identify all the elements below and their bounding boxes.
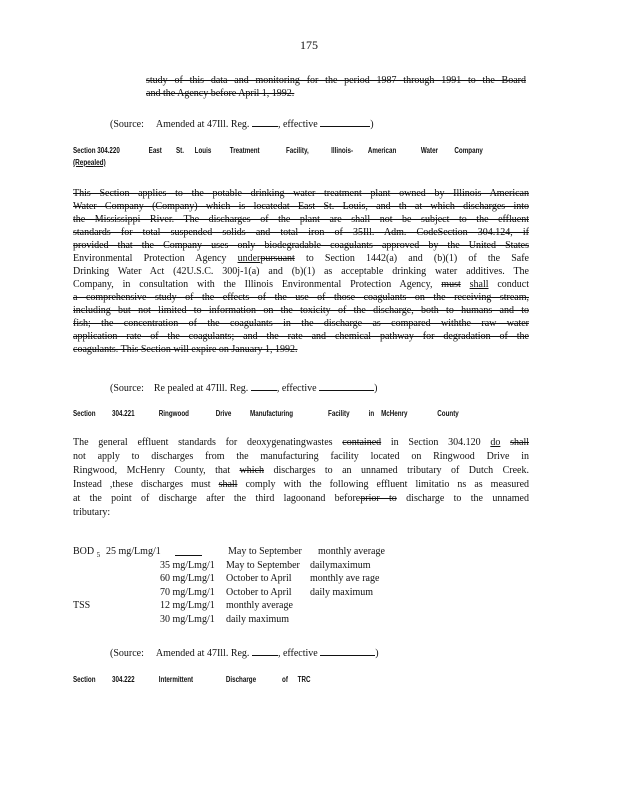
section-title-word: St. [175,146,184,155]
section-heading [73,146,494,155]
paragraph-line [73,304,529,317]
top-paragraph-line: and the Agency before April 1, 1992. [146,88,295,99]
effective-date-blank [319,381,374,391]
text-run [461,279,470,290]
deleted-text: coagulants. This Section will expire on January 1, 1992. [73,344,298,355]
limit-value: 35 mg/Lmg/1 [160,560,215,571]
section-title-word: Water [420,146,438,155]
deleted-text: prior to [360,493,397,504]
deleted-text: the Mississippi River. The discharges of the plant are shall not be subject to the effluent [73,214,529,225]
paragraph-line [73,239,529,252]
text-run: Instead ,these discharges must [73,479,219,490]
section-title-word: Drive [215,409,232,418]
text-run: conduct [488,279,530,290]
source-note: (Source: Amended at 47Ill. Reg. , effective ) [110,119,374,130]
section-title-word: American [367,146,397,155]
limit-value: 12 mg/Lmg/1 [160,600,215,611]
section-220-body [73,187,529,356]
section-title-word: in [368,409,375,418]
page-number: 175 [300,38,318,52]
paragraph-line [73,436,529,450]
paragraph-line [73,278,529,291]
paragraph-line [73,200,529,213]
deleted-text: which [239,465,264,476]
register-blank [252,646,278,656]
source-note: (Source: Amended at 47Ill. Reg. , effective ) [110,648,379,659]
limit-value: 25 mg/Lmg/1 [106,546,161,557]
parameter-subscript: 5 [96,551,101,559]
section-heading [73,409,459,418]
limit-value: 30 mg/Lmg/1 [160,614,215,625]
limit-kind: daily maximum [310,587,374,598]
limit-season: October to April [226,587,292,598]
effective-date-blank [320,117,370,127]
text-run: discharges to an unnamed tributary of Dutch Creek. [264,465,529,476]
source-effective: , effective [276,383,317,394]
limit-kind: monthly average [226,600,293,611]
deleted-text: shall [218,479,238,490]
text-run: The general effluent standards for deoxygenatingwastes [73,437,343,448]
source-label: (Source: [110,648,144,659]
limit-kind: daily maximum [226,614,290,625]
source-note: (Source: Re pealed at 47Ill. Reg. , effective ) [110,383,378,394]
text-run: Ringwood, McHenry County, that [73,465,240,476]
paragraph-line [73,252,529,265]
text-run: at the point of discharge after the third lagoonand before [73,493,361,504]
source-text: Re pealed at 47Ill. Reg. [153,383,249,394]
deleted-text: including but not limited to information on the toxicity of the discharge, both to humans and to [73,305,529,316]
limit-kind: monthly ave rage [310,573,380,584]
top-paragraph [146,74,526,100]
text-run [500,437,510,448]
paragraph-line [73,317,529,330]
section-title-word: McHenry [381,409,408,418]
source-text: Amended at 47Ill. Reg. [155,119,250,130]
text-run: in Section 304.120 [381,437,491,448]
paragraph-line [73,492,529,506]
section-title-word: Facility, [285,146,309,155]
section-title-word: TRC [297,675,311,684]
inserted-text: under [237,253,261,264]
paragraph-line [73,478,529,492]
section-number: Section 304.220 [73,146,120,155]
paragraph-line [73,226,529,239]
text-run: comply with the following effluent limitatio ns as measured [237,479,530,490]
section-title-word: County [437,409,459,418]
register-blank [251,381,277,391]
inserted-text: do [490,437,501,448]
text-run: discharge to the unnamed [396,493,529,504]
section-number: 304.221 [112,409,135,418]
paragraph-line [73,265,529,278]
deleted-text: fish; the concentration of the coagulants in the discharge as compared withthe raw water [73,318,529,329]
paragraph-line [73,450,529,464]
deleted-text: This Section applies to the potable drinking water treatment plant owned by Illinois American [73,188,529,199]
source-effective: , effective [277,119,318,130]
deleted-text: application rate of the coagulants; and the rate and chemical pathway for degradation of the [73,331,529,342]
register-blank [252,117,278,127]
deleted-text: shall [510,437,529,448]
paragraph-line [73,506,529,520]
limit-parameter: TSS [73,600,91,611]
text-run: not apply to discharges from the manufacturing facility located on Ringwood Drive in [73,451,529,462]
section-heading [73,675,310,684]
text-run: Environmental Protection Agency [73,253,238,264]
deleted-text: provided that the Company uses only biodegradable coagulants approved by the United States [73,240,529,251]
limit-season: May to September [228,546,302,557]
underline-rule [175,555,202,556]
deleted-text: pursuant [260,253,295,264]
paragraph-line [73,464,529,478]
paragraph-line [73,330,529,343]
section-title-word: Treatment [229,146,260,155]
section-title-word: Ringwood [158,409,189,418]
section-number: 304.222 [112,675,135,684]
paragraph-line [73,343,529,356]
deleted-text: contained [342,437,382,448]
limit-value: 70 mg/Lmg/1 [160,587,215,598]
limit-season: May to September [226,560,300,571]
deleted-text: Water Company (Company) which is locatedat East St. Louis, and th at which discharges into [73,201,529,212]
paragraph-line [73,291,529,304]
source-effective: , effective [277,648,318,659]
deleted-text: standards for total suspended solids and total iron of 35Ill. Adm. CodeSection 304.124, if [73,227,529,238]
section-title-word: Illinois- [331,146,354,155]
repealed-label: (Repealed) [73,158,106,167]
source-label: (Source: [110,119,144,130]
paragraph-line [73,187,529,200]
section-title-word: Facility [328,409,350,418]
section-title-word: Discharge [225,675,257,684]
section-title-word: Manufacturing [250,409,294,418]
section-title-word: East [148,146,162,155]
section-title-word: Intermittent [158,675,194,684]
limit-value: 60 mg/Lmg/1 [160,573,215,584]
text-run: Drinking Water Act (42U.S.C. 300j-1(a) and (b)(1) as acceptable drinking water additives. The [73,266,529,277]
text-run: to Section 1442(a) and (b)(1) of the Safe [294,253,529,264]
text-run: Company, in consultation with the Illinois Environmental Protection Agency, [73,279,442,290]
limit-season: October to April [226,573,292,584]
section-title-word: Louis [194,146,212,155]
section-word: Section [73,409,96,418]
source-text: Amended at 47Ill. Reg. [155,648,250,659]
deleted-text: must [441,279,461,290]
source-label: (Source: [110,383,144,394]
inserted-text: shall [469,279,489,290]
limit-parameter: BOD $_5$ [73,546,101,559]
top-paragraph-line: study of this data and monitoring for the period 1987 through 1991 to the Board [146,75,526,86]
section-221-body [73,436,529,520]
section-title-word: Company [454,146,483,155]
deleted-text: a comprehensive study of the effects of the use of those coagulants on the receiving stream, [73,292,529,303]
text-run: tributary: [73,507,111,518]
limit-kind: dailymaximum [310,560,371,571]
section-title-word: of [282,675,288,684]
section-word: Section [73,675,96,684]
limit-kind: monthly average [318,546,385,557]
effective-date-blank [320,646,375,656]
paragraph-line [73,213,529,226]
